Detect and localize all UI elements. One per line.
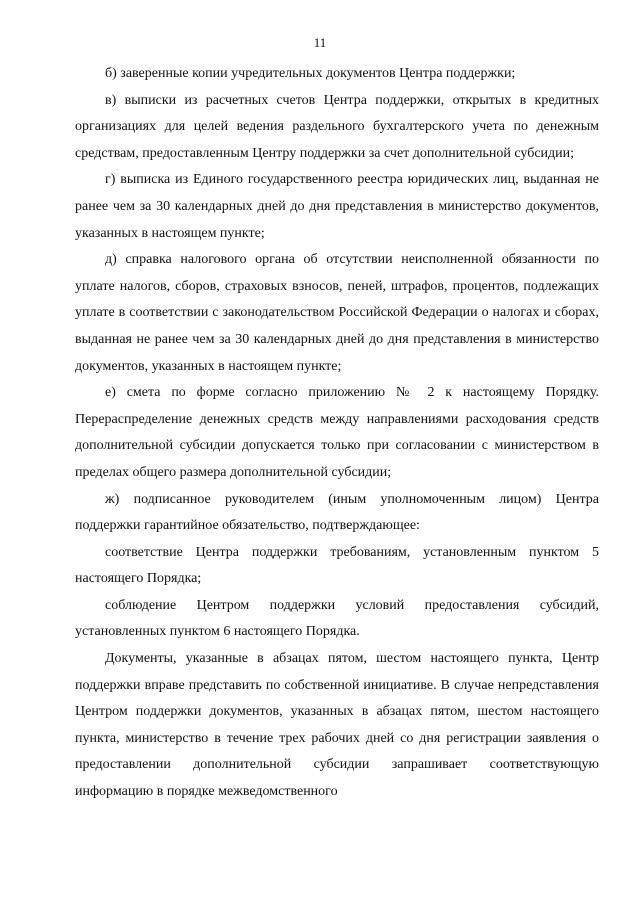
paragraph-compliance-requirements: соответствие Центра поддержки требованиям, установленным пунктом 5 настоящего Порядка;	[75, 544, 599, 587]
paragraph-item-g: г) выписка из Единого государственного реестра юридических лиц, выданная не ранее чем за 30 календарных дней до дня представления в министерство документов, указанных в настоящем пункте;	[75, 172, 599, 241]
page-number: 11	[313, 35, 327, 50]
document-body	[75, 61, 599, 806]
paragraph-compliance-conditions: соблюдение Центром поддержки условий предоставления субсидий, установленных пунктом 6 настоящего Порядка.	[75, 597, 599, 640]
paragraph-item-v: в) выписки из расчетных счетов Центра поддержки, открытых в кредитных организациях для целей ведения раздельного бухгалтерского учета по денежным средствам, предоставленным Центру поддержки за счет дополнительной субсидии;	[75, 92, 599, 161]
paragraph-item-b: б) заверенные копии учредительных документов Центра поддержки;	[105, 66, 516, 81]
paragraph-item-d: д) справка налогового органа об отсутствии неисполненной обязанности по уплате налогов, сборов, страховых взносов, пеней, штрафов, процентов, подлежащих уплате в соответствии с законодательством Российской Федерации о налогах и сборах, выданная не ранее чем за 30 календарных дней до дня представления в министерство документов, указанных в настоящем пункте;	[75, 252, 599, 374]
paragraph-item-zh: ж) подписанное руководителем (иным уполномоченным лицом) Центра поддержки гарантийное обязательство, подтверждающее:	[75, 491, 599, 534]
paragraph-documents-submission: Документы, указанные в абзацах пятом, шестом настоящего пункта, Центр поддержки вправе представить по собственной инициативе. В случае непредставления Центром поддержки документов, указанных в абзацах пятом, шестом настоящего пункта, министерство в течение трех рабочих дней со дня регистрации заявления о предоставлении дополнительной субсидии запрашивает соответствующую информацию в порядке межведомственного	[75, 651, 599, 800]
paragraph-item-e: е) смета по форме согласно приложению № 2 к настоящему Порядку. Перераспределение денежных средств между направлениями расходования средств дополнительной субсидии допускается только при согласовании с министерством в пределах общего размера дополнительной субсидии;	[75, 385, 599, 480]
